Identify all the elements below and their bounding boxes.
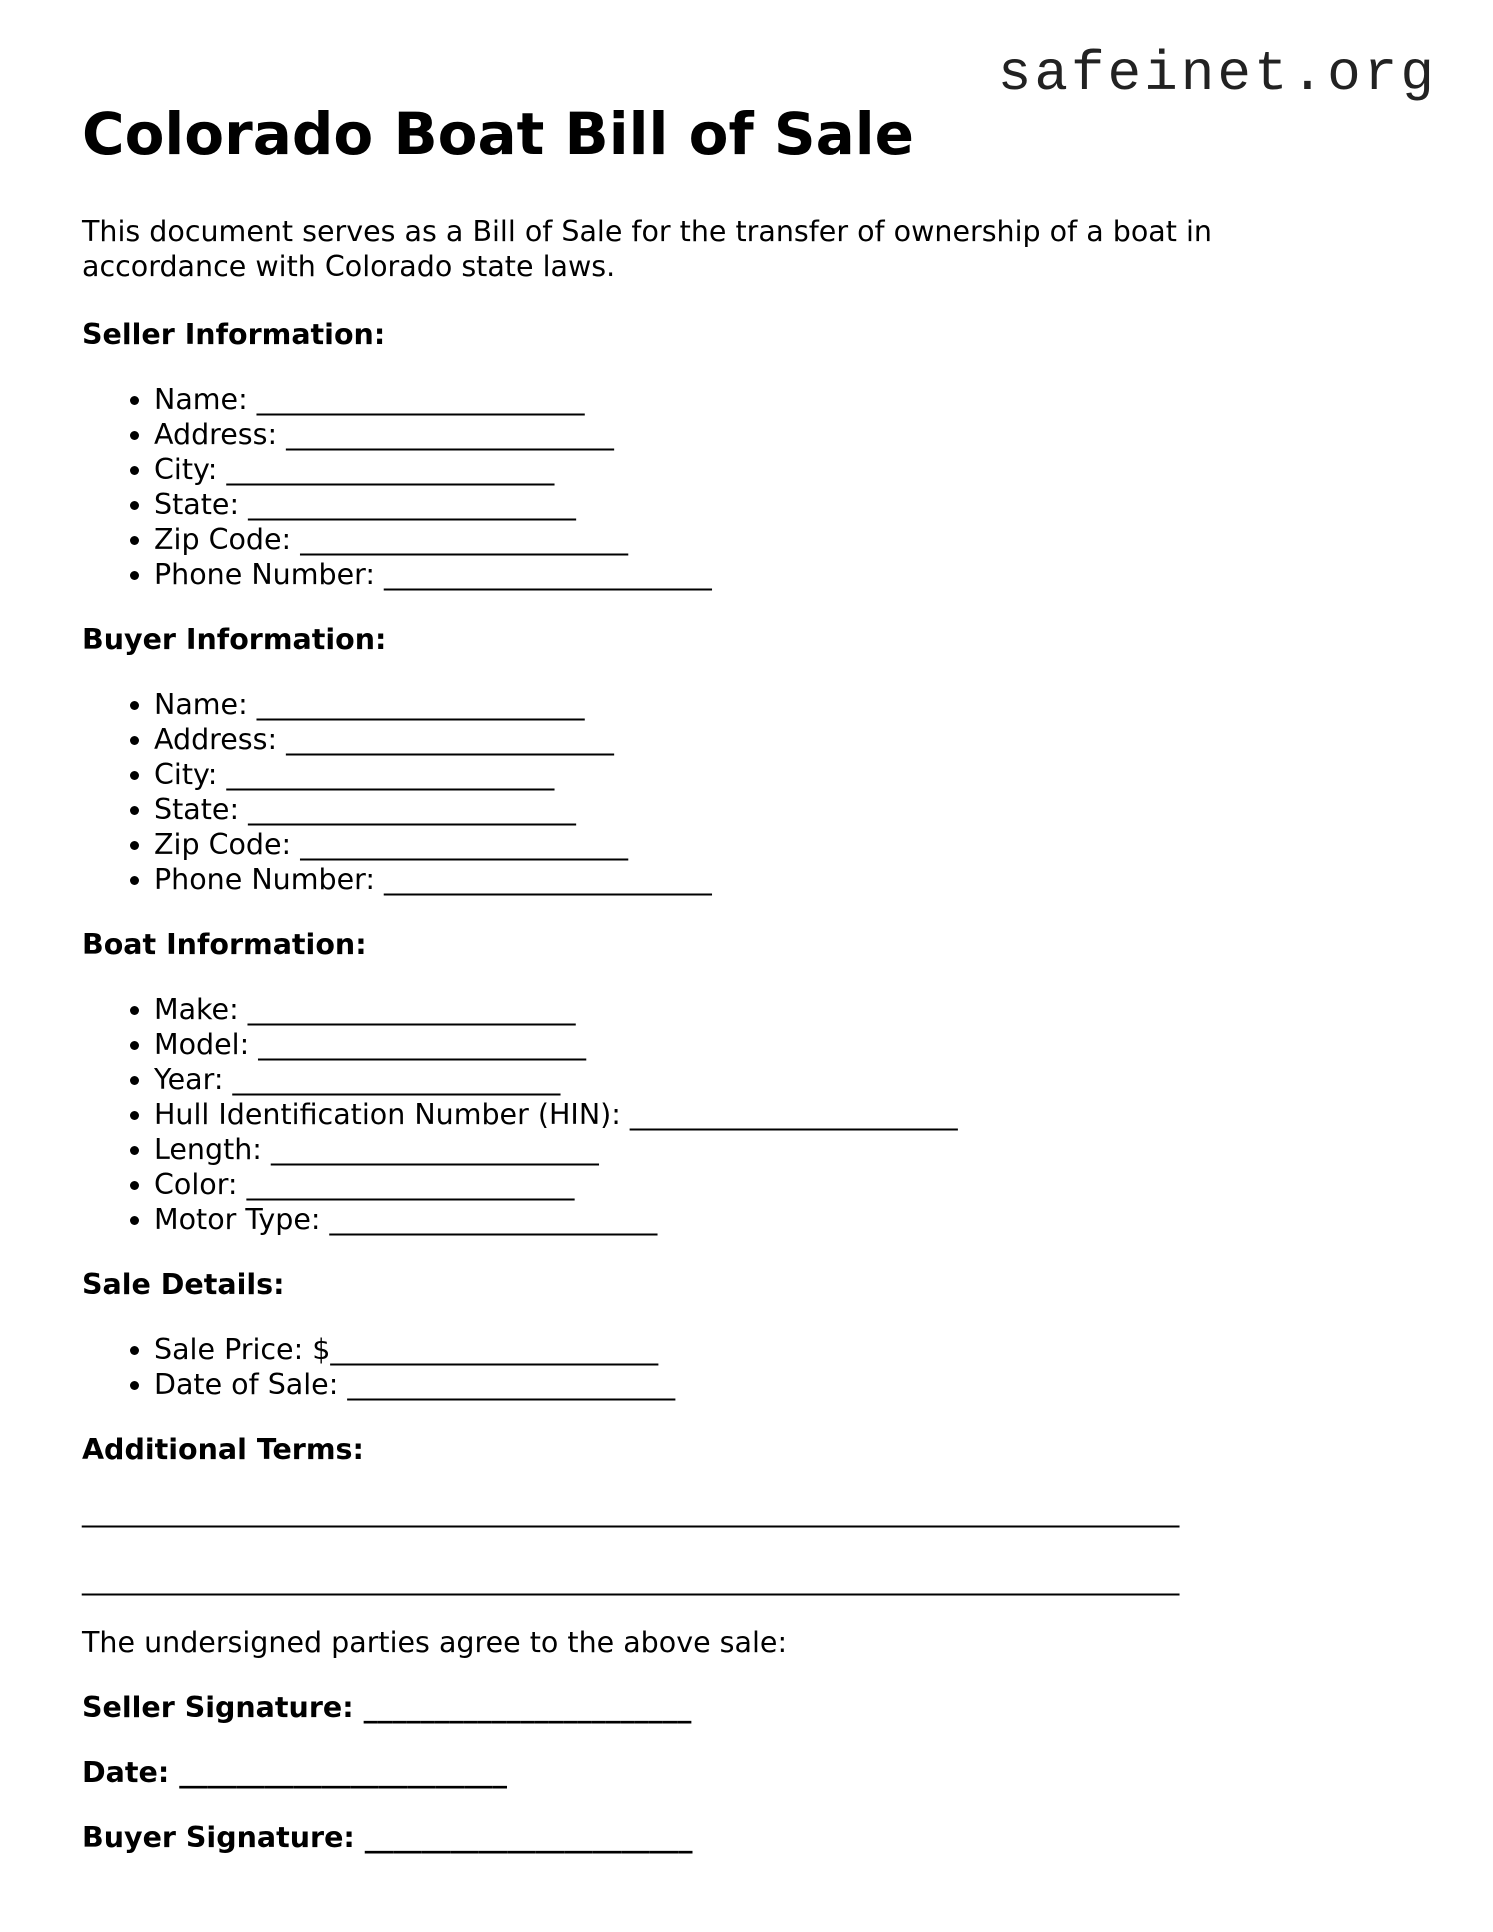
seller-address-field[interactable]: • Address: _______________________ xyxy=(154,417,1262,452)
boat-motor-type-field[interactable]: • Motor Type: _______________________ xyxy=(154,1202,1262,1237)
seller-state-field[interactable]: • State: _______________________ xyxy=(154,487,1262,522)
seller-city-field[interactable]: • City: _______________________ xyxy=(154,452,1262,487)
sale-price-field[interactable]: • Sale Price: $_______________________ xyxy=(154,1332,1262,1367)
boat-model-field[interactable]: • Model: _______________________ xyxy=(154,1027,1262,1062)
buyer-signature-field[interactable]: Buyer Signature: _______________________ xyxy=(82,1820,693,1854)
signature-date-field[interactable]: Date: _______________________ xyxy=(82,1755,507,1789)
document-page xyxy=(82,100,1262,1885)
terms-line-1[interactable]: _____________________________________________________________________________ xyxy=(82,1494,1180,1528)
buyer-address-field[interactable]: • Address: _______________________ xyxy=(154,722,1262,757)
boat-fields xyxy=(82,992,1262,1237)
terms-line-2[interactable]: _____________________________________________________________________________ xyxy=(82,1562,1180,1596)
boat-year-field[interactable]: • Year: _______________________ xyxy=(154,1062,1262,1097)
seller-signature-field[interactable]: Seller Signature: _______________________ xyxy=(82,1690,692,1724)
buyer-phone-field[interactable]: • Phone Number: _______________________ xyxy=(154,862,1262,897)
document-title: Colorado Boat Bill of Sale xyxy=(82,100,914,168)
boat-length-field[interactable]: • Length: _______________________ xyxy=(154,1132,1262,1167)
buyer-fields xyxy=(82,687,1262,897)
boat-color-field[interactable]: • Color: _______________________ xyxy=(154,1167,1262,1202)
terms-heading: Additional Terms: xyxy=(82,1432,364,1466)
terms-lines xyxy=(82,1494,1262,1597)
buyer-city-field[interactable]: • City: _______________________ xyxy=(154,757,1262,792)
seller-name-field[interactable]: • Name: _______________________ xyxy=(154,382,1262,417)
buyer-heading: Buyer Information: xyxy=(82,622,387,656)
buyer-state-field[interactable]: • State: _______________________ xyxy=(154,792,1262,827)
seller-heading: Seller Information: xyxy=(82,317,386,351)
buyer-name-field[interactable]: • Name: _______________________ xyxy=(154,687,1262,722)
buyer-zip-field[interactable]: • Zip Code: _______________________ xyxy=(154,827,1262,862)
sale-heading: Sale Details: xyxy=(82,1267,285,1301)
seller-zip-field[interactable]: • Zip Code: _______________________ xyxy=(154,522,1262,557)
boat-make-field[interactable]: • Make: _______________________ xyxy=(154,992,1262,1027)
seller-fields xyxy=(82,382,1262,592)
seller-phone-field[interactable]: • Phone Number: _______________________ xyxy=(154,557,1262,592)
intro-text: This document serves as a Bill of Sale for the transfer of ownership of a boat in accordance with Colorado state laws. xyxy=(82,214,1212,283)
watermark: safeinet.org xyxy=(997,42,1437,106)
boat-hin-field[interactable]: • Hull Identification Number (HIN): _______________________ xyxy=(154,1097,1262,1132)
agreement-text: The undersigned parties agree to the above sale: xyxy=(82,1625,788,1659)
sale-date-field[interactable]: • Date of Sale: _______________________ xyxy=(154,1367,1262,1402)
sale-fields xyxy=(82,1332,1262,1402)
boat-heading: Boat Information: xyxy=(82,927,367,961)
